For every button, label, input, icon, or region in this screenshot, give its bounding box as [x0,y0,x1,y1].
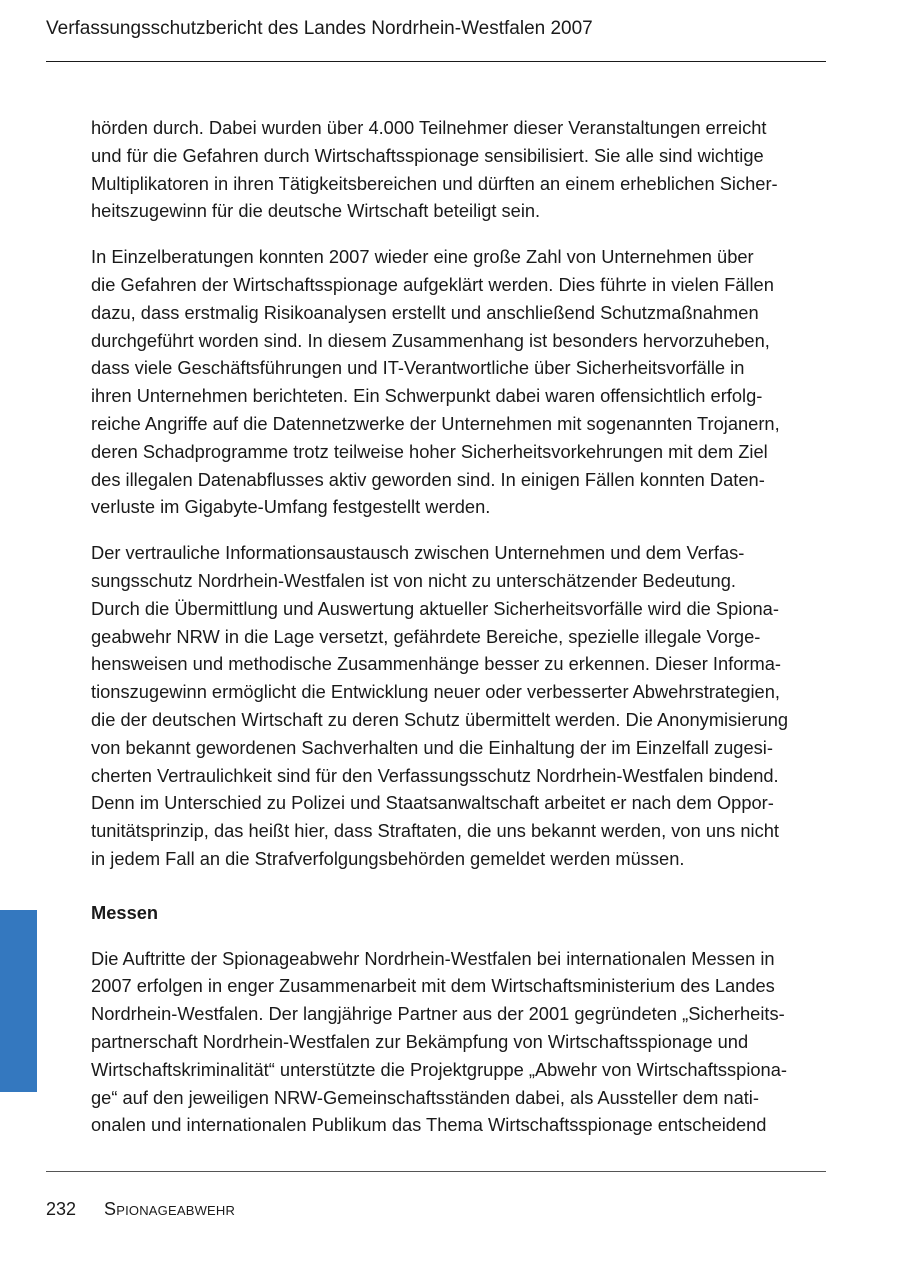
text-line: dazu, dass erstmalig Risikoanalysen erstellt und anschließend Schutzmaßnahmen [91,301,759,323]
text-line: heitszugewinn für die deutsche Wirtschaft beteiligt sein. [91,200,541,222]
text-line: tunitätsprinzip, das heißt hier, dass Straftaten, die uns bekannt werden, von uns nicht [91,820,779,842]
main-body-text [91,114,831,1139]
text-line: deren Schadprogramme trotz teilweise hoher Sicherheitsvorkehrungen mit dem Ziel [91,440,768,462]
text-line: hensweisen und methodische Zusammenhänge besser zu erkennen. Dieser Informa- [91,653,781,675]
text-line: Multiplikatoren in ihren Tätigkeitsbereichen und dürften an einem erheblichen Sicher- [91,172,778,194]
text-line: cherten Vertraulichkeit sind für den Verfassungsschutz Nordrhein-Westfalen bindend. [91,764,779,786]
text-line: von bekannt gewordenen Sachverhalten und die Einhaltung der im Einzelfall zugesi- [91,736,773,758]
header-divider [46,61,826,62]
paragraph-1 [91,114,831,225]
text-line: Wirtschaftskriminalität“ unterstützte die Projektgruppe „Abwehr von Wirtschaftsspiona- [91,1058,787,1080]
text-line: partnerschaft Nordrhein-Westfalen zur Bekämpfung von Wirtschaftsspionage und [91,1030,749,1052]
text-line: in jedem Fall an die Strafverfolgungsbehörden gemeldet werden müssen. [91,847,685,869]
page-number: 232 [46,1199,77,1219]
text-line: Die Auftritte der Spionageabwehr Nordrhein-Westfalen bei internationalen Messen in [91,947,775,969]
text-line: Denn im Unterschied zu Polizei und Staatsanwaltschaft arbeitet er nach dem Oppor- [91,792,774,814]
text-line: Durch die Übermittlung und Auswertung aktueller Sicherheitsvorfälle wird die Spiona- [91,597,779,619]
chapter-side-tab [0,910,37,1092]
text-line: sungsschutz Nordrhein-Westfalen ist von nicht zu unterschätzender Bedeutung. [91,569,736,591]
text-line: ihren Unternehmen berichteten. Ein Schwerpunkt dabei waren offensichtlich erfolg- [91,385,763,407]
text-line: geabwehr NRW in die Lage versetzt, gefährdete Bereiche, spezielle illegale Vorge- [91,625,761,647]
text-line: tionszugewinn ermöglicht die Entwicklung neuer oder verbesserter Abwehrstrategien, [91,681,780,703]
text-line: onalen und internationalen Publikum das Thema Wirtschaftsspionage entscheidend [91,1114,767,1136]
text-line: ge“ auf den jeweiligen NRW-Gemeinschaftsständen dabei, als Aussteller dem nati- [91,1086,759,1108]
text-line: Der vertrauliche Informationsaustausch zwischen Unternehmen und dem Verfas- [91,542,745,564]
text-line: hörden durch. Dabei wurden über 4.000 Teilnehmer dieser Veranstaltungen erreicht [91,117,767,138]
text-line: reiche Angriffe auf die Datennetzwerke der Unternehmen mit sogenannten Trojanern, [91,412,780,434]
text-line: In Einzelberatungen konnten 2007 wieder eine große Zahl von Unternehmen über [91,246,754,268]
text-line: die Gefahren der Wirtschaftsspionage aufgeklärt werden. Dies führte in vielen Fällen [91,273,774,295]
section-paragraph [91,945,831,1140]
text-line: durchgeführt worden sind. In diesem Zusammenhang ist besonders hervorzuheben, [91,329,770,351]
paragraph-3 [91,539,831,873]
text-line: dass viele Geschäftsführungen und IT-Verantwortliche über Sicherheitsvorfälle in [91,357,745,379]
running-header-title: Verfassungsschutzbericht des Landes Nordrhein-Westfalen 2007 [46,18,593,39]
text-line: verluste im Gigabyte-Umfang festgestellt werden. [91,496,491,518]
text-line: 2007 erfolgen in enger Zusammenarbeit mit dem Wirtschaftsministerium des Landes [91,975,775,997]
footer-section-name: Spionageabwehr [104,1199,236,1219]
text-line: und für die Gefahren durch Wirtschaftsspionage sensibilisiert. Sie alle sind wichtige [91,144,764,166]
footer-divider [46,1171,826,1172]
text-line: des illegalen Datenabflusses aktiv geworden sind. In einigen Fällen konnten Daten- [91,468,765,490]
paragraph-2 [91,243,831,521]
section-heading: Messen [91,901,159,923]
text-line: Nordrhein-Westfalen. Der langjährige Partner aus der 2001 gegründeten „Sicherheits- [91,1003,785,1025]
text-line: die der deutschen Wirtschaft zu deren Schutz übermittelt werden. Die Anonymisierung [91,708,789,730]
